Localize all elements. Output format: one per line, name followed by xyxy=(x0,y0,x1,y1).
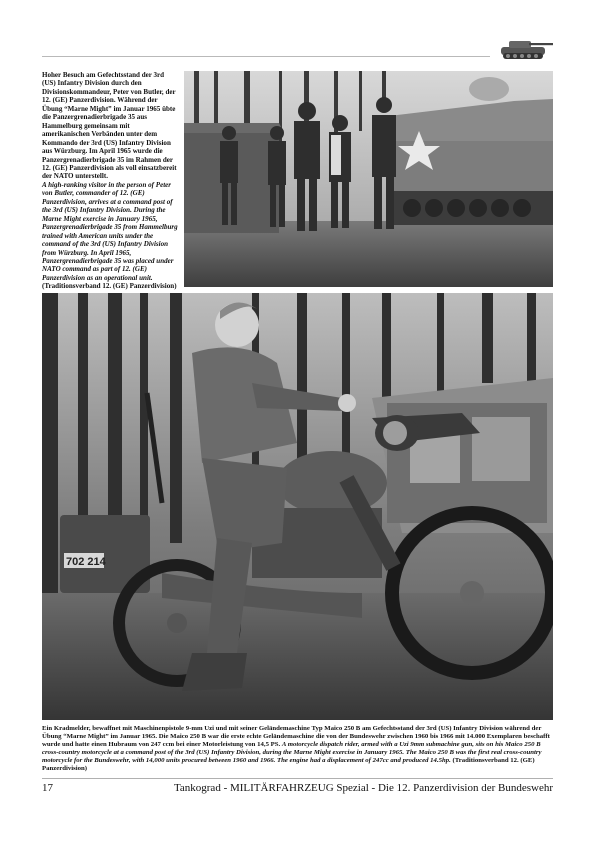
caption-english-text: A motorcycle dispatch rider, armed with a Uzi 9mm submachine gun, sits on his Maico 250 B cross-country motorcycle at a command post of the 3rd (US) Infantry Division, during the Marne Might exercise in January 1965. The Maico 250 B was the first real cross-country motorcycle for the Bundeswehr, with 14,000 units procured between 1960 and 1966. The engine had a displacement of 247cc and produced 14.5hp. xyxy=(42,741,542,765)
caption-english-text: A high-ranking visitor in the person of Peter von Butler, commander of 12. (GE) Panzerdivision, arrives at a command post of the 3rd (US) Infantry Division. During the Marne Might exercise in January 1965, Panzergrenadierbrigade 35 from Hammelburg trained with American units under the command of the 3rd (US) Infantry Division from Würzburg. In April 1965, Panzergrenadierbrigade 35 was placed under NATO command as part of 12. (GE) Panzerdivision as an operational unit. xyxy=(42,180,178,282)
running-title: Tankograd - MILITÄRFAHRZEUG Spezial - Die 12. Panzerdivision der Bundeswehr xyxy=(173,782,553,794)
photo-credit: (Traditionsverband 12. (GE) Panzerdivision) xyxy=(42,282,177,291)
photo-credit: (Traditionsverband 12. (GE) Panzerdivision) xyxy=(42,757,535,773)
license-plate: 702 214 xyxy=(66,556,106,568)
top-photo-caption xyxy=(42,71,179,291)
footer-rule xyxy=(42,778,553,779)
header-rule xyxy=(42,56,490,57)
page-number: 17 xyxy=(42,782,53,794)
tank-logo-icon xyxy=(493,33,555,63)
motorcycle-dispatch-rider-photo xyxy=(42,293,553,720)
caption-german-text: Hoher Besuch am Gefechtsstand der 3rd (US) Infantry Division durch den Divisionskommandeur, Peter von Butler, der 12. (GE) Panzerdivision. Während der Übung “Marne Might” im Januar 1965 übte die Panzergrenadierbrigade 35 aus Hammelburg gemeinsam mit amerikanischen Verbänden unter dem Kommando der 3rd (US) Infantry Division aus Würzburg. Im April 1965 wurde die Panzergrenadierbrigade 35 im Rahmen der 12. (GE) Panzerdivision als voll einsatzbereit der NATO unterstellt. xyxy=(42,71,177,181)
command-post-photo xyxy=(184,71,553,287)
caption-german-text: Ein Kradmelder, bewaffnet mit Maschinenpistole 9-mm Uzi und mit seiner Geländemaschine Typ Maico 250 B am Gefechtsstand der 3rd (US) Infantry Division während der Übung “Marne Might” im Januar 1965. Die Maico 250 B war die erste echte Geländemaschine die von der Bundeswehr zwischen 1960 bis 1966 mit 14.000 Exemplaren beschafft wurde und hatte einen Hubraum von 247 ccm bei einer Motorleistung von 14,5 PS. xyxy=(42,725,550,749)
main-photo-caption xyxy=(42,725,553,774)
